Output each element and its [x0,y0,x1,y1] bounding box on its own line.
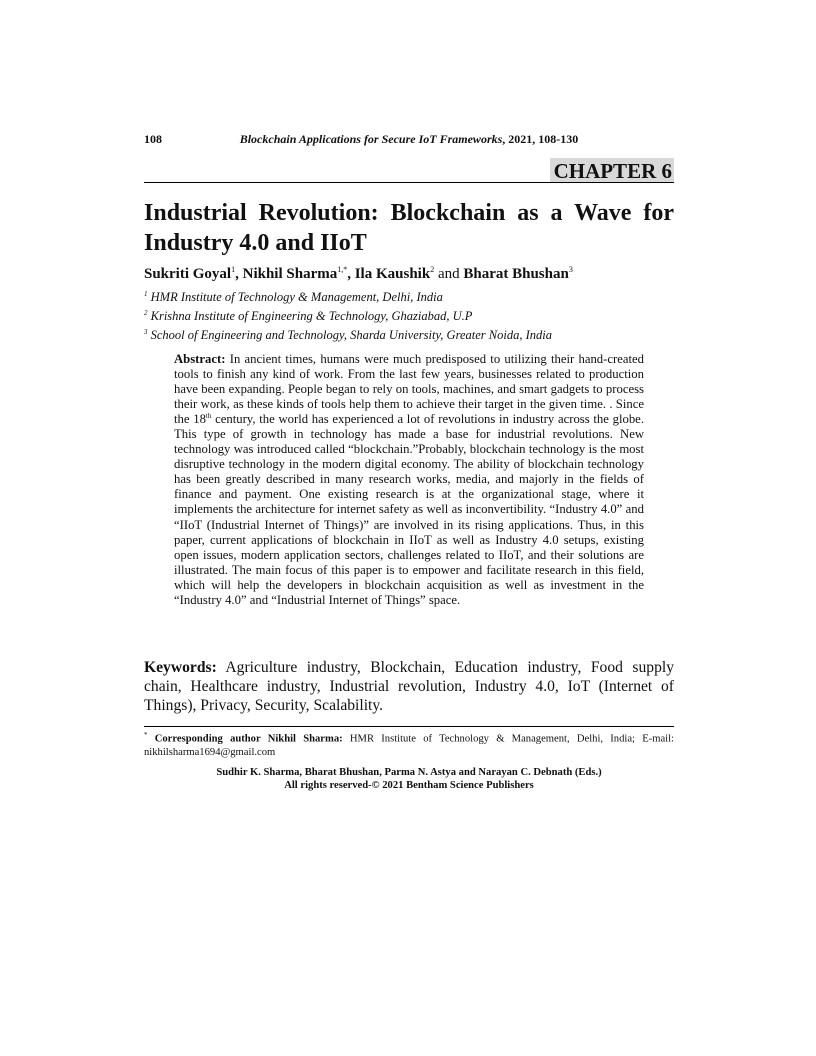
affiliation-text: School of Engineering and Technology, Sharda University, Greater Noida, India [150,328,552,343]
author-separator: , [347,266,355,282]
affiliation-marker: 3 [144,328,148,336]
keywords [144,658,674,715]
affiliation-marker: 1 [144,290,148,298]
footnote-rule [144,726,674,727]
page-number: 108 [144,132,162,146]
affiliation [144,324,674,343]
book-citation [144,132,674,147]
chapter-title: Industrial Revolution: Blockchain as a Wave for Industry 4.0 and IIoT [144,200,674,256]
abstract [174,352,644,608]
author-separator: and [434,266,464,282]
author-list [144,261,674,283]
chapter-rule [144,182,674,183]
footnote-label: Corresponding author Nikhil Sharma: [147,733,343,745]
abstract-text: In ancient times, humans were much predisposed to utilizing their hand-created tools to finish any kind of work. From the last few years, businesses related to production have been expanding. People began to rely on tools, machines, and smart gadgets to process their work, as these kinds of tools help them to achieve their target in the given time. . Since the 18 [174,352,644,427]
affiliation [144,305,674,324]
author-affiliation-marker: 1 [231,265,236,274]
citation-details: , 2021, 108-130 [502,132,579,146]
book-title: Blockchain Applications for Secure IoT Frameworks [239,132,503,146]
chapter-label: CHAPTER 6 [550,158,674,183]
author-name: Nikhil Sharma [242,266,338,282]
author-affiliation-marker: 2 [430,265,435,274]
footnote-marker: * [144,731,148,739]
copyright-line: All rights reserved-© 2021 Bentham Science Publishers [284,780,534,791]
editors-block [144,766,674,792]
running-head [144,132,674,148]
affiliation-text: Krishna Institute of Engineering & Technology, Ghaziabad, U.P [150,309,473,324]
corresponding-author-footnote [144,729,674,759]
abstract-label: Abstract: [174,352,226,366]
author-affiliation-marker: 3 [568,265,573,274]
author-name: Ila Kaushik [354,266,431,282]
author-affiliation-marker: 1,* [337,265,348,274]
author-name: Sukriti Goyal [144,266,232,282]
ordinal-suffix: th [205,411,212,420]
abstract-text-continued: century, the world has experienced a lot of revolutions in industry across the globe. This type of growth in technology has made a base for industrial revolutions. New technology was introduced called “blockchain.”Probably, blockchain technology is the most disruptive technology in the modern digital economy. The ability of blockchain technology has been greatly described in many research works, media, and majorly in the fields of finance and payment. One existing research is at the organizational stage, where it implements the architecture for internet safety as well as inconvertibility. “Industry 4.0” and “IIoT (Industrial Internet of Things)” are involved in its rising applications. Thus, in this paper, current applications of blockchain in IIoT as well as Industry 4.0 setups, existing open issues, modern application sectors, challenges related to IIoT, and their solutions are illustrated. The main focus of this paper is to empower and facilitate research in this field, which will help the developers in blockchain acquisition as well as investment in the “Industry 4.0” and “Industrial Internet of Things” space. [174,412,644,607]
footnote-text: HMR Institute of Technology & Management, Delhi, India; E-mail: nikhilsharma1694@gmail.com [144,733,674,758]
affiliation-text: HMR Institute of Technology & Management, Delhi, India [150,290,443,305]
keywords-label: Keywords: [144,659,217,676]
affiliation [144,286,674,305]
keywords-text: Agriculture industry, Blockchain, Education industry, Food supply chain, Healthcare industry, Industrial revolution, Industry 4.0, IoT (Internet of Things), Privacy, Security, Scalability. [144,659,674,714]
author-name: Bharat Bhushan [463,266,569,282]
author-separator: , [235,266,243,282]
affiliation-marker: 2 [144,309,148,317]
editors-line: Sudhir K. Sharma, Bharat Bhushan, Parma N. Astya and Narayan C. Debnath (Eds.) [216,767,602,778]
